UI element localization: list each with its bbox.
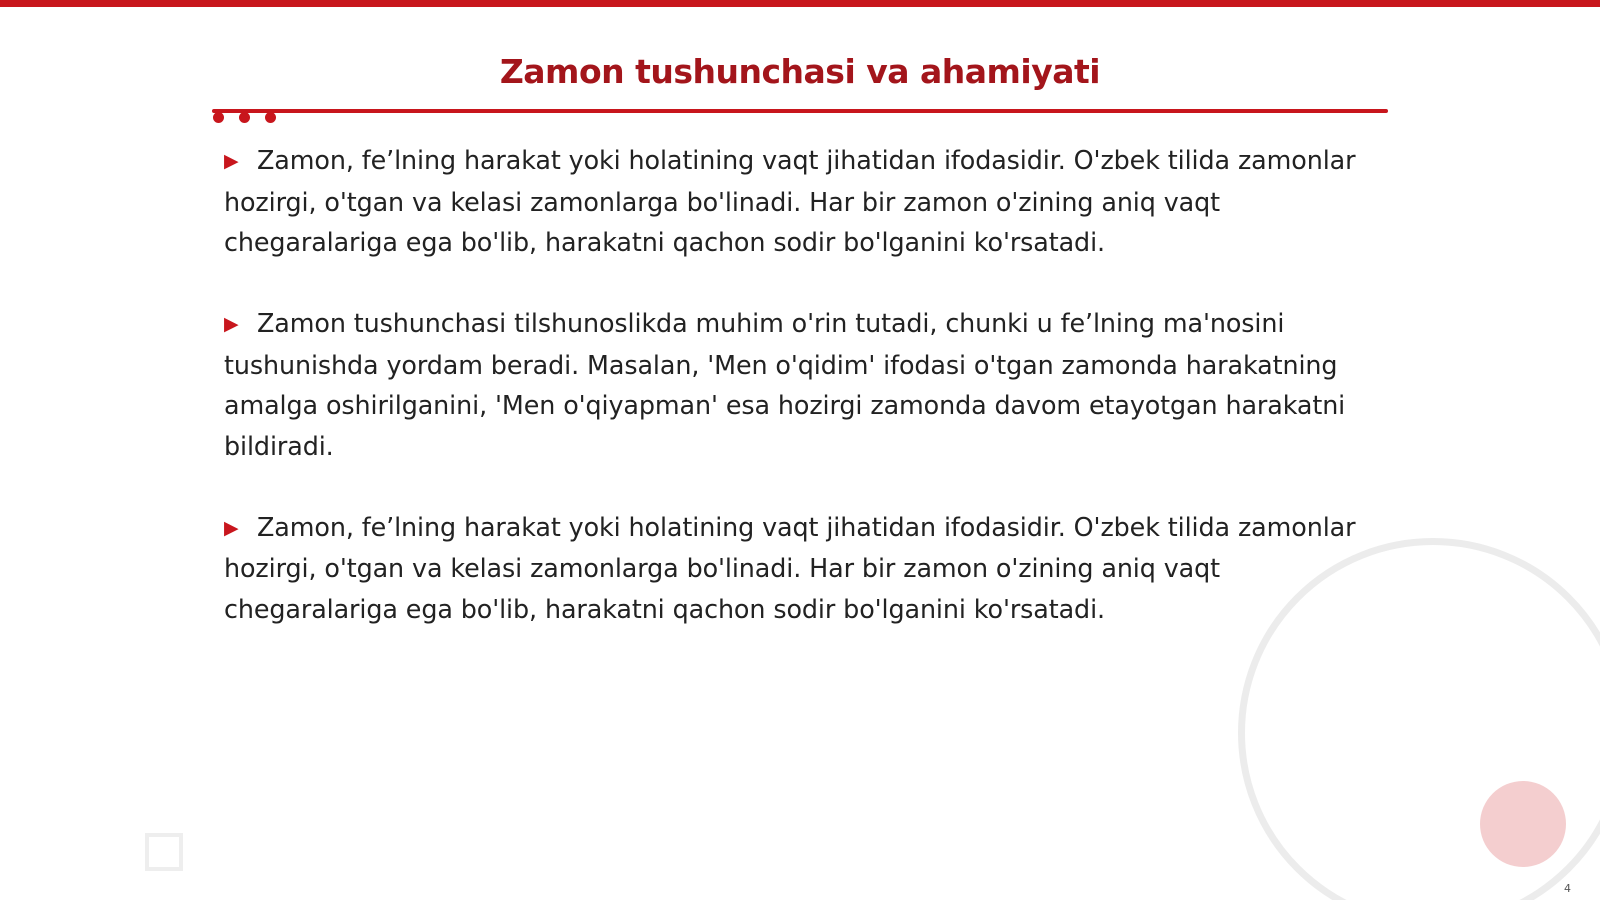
triangle-right-icon: ▶ [224, 516, 239, 539]
decorative-circle [1480, 781, 1566, 867]
top-accent-bar [0, 0, 1600, 7]
decorative-dot [265, 112, 276, 123]
decorative-square [145, 833, 183, 871]
bullet-text: Zamon tushunchasi tilshunoslikda muhim o'rin tutadi, chunki u fe’lning ma'nosini tushunishda yordam beradi. Masalan, 'Men o'qidim' ifodasi o'tgan zamonda harakatning amalga oshirilganini, 'Men o'qiyapman' esa hozirgi zamonda davom etayotgan harakatni bildiradi. [224, 308, 1346, 461]
triangle-right-icon: ▶ [224, 313, 239, 335]
page-number: 4 [1564, 882, 1571, 895]
title-underline [212, 109, 1388, 113]
bullet-item [224, 507, 1364, 630]
bullet-item [224, 303, 1364, 466]
bullet-text: Zamon, fe’lning harakat yoki holatining vaqt jihatidan ifodasidir. O'zbek tilida zamonlar hozirgi, o'tgan va kelasi zamonlarga bo'linadi. Har bir zamon o'zining aniq vaqt chegaralariga ega bo'lib, harakatni qachon sodir bo'lganini ko'rsatadi. [224, 511, 1356, 624]
bullet-list [224, 140, 1364, 670]
slide-title: Zamon tushunchasi va ahamiyati [499, 52, 1101, 91]
bullet-item [224, 140, 1364, 263]
triangle-right-icon: ▶ [224, 150, 239, 172]
decorative-dot [213, 112, 224, 123]
decorative-dot [239, 112, 250, 123]
bullet-text: Zamon, fe’lning harakat yoki holatining vaqt jihatidan ifodasidir. O'zbek tilida zamonlar hozirgi, o'tgan va kelasi zamonlarga bo'linadi. Har bir zamon o'zining aniq vaqt chegaralariga ega bo'lib, harakatni qachon sodir bo'lganini ko'rsatadi. [224, 145, 1356, 257]
